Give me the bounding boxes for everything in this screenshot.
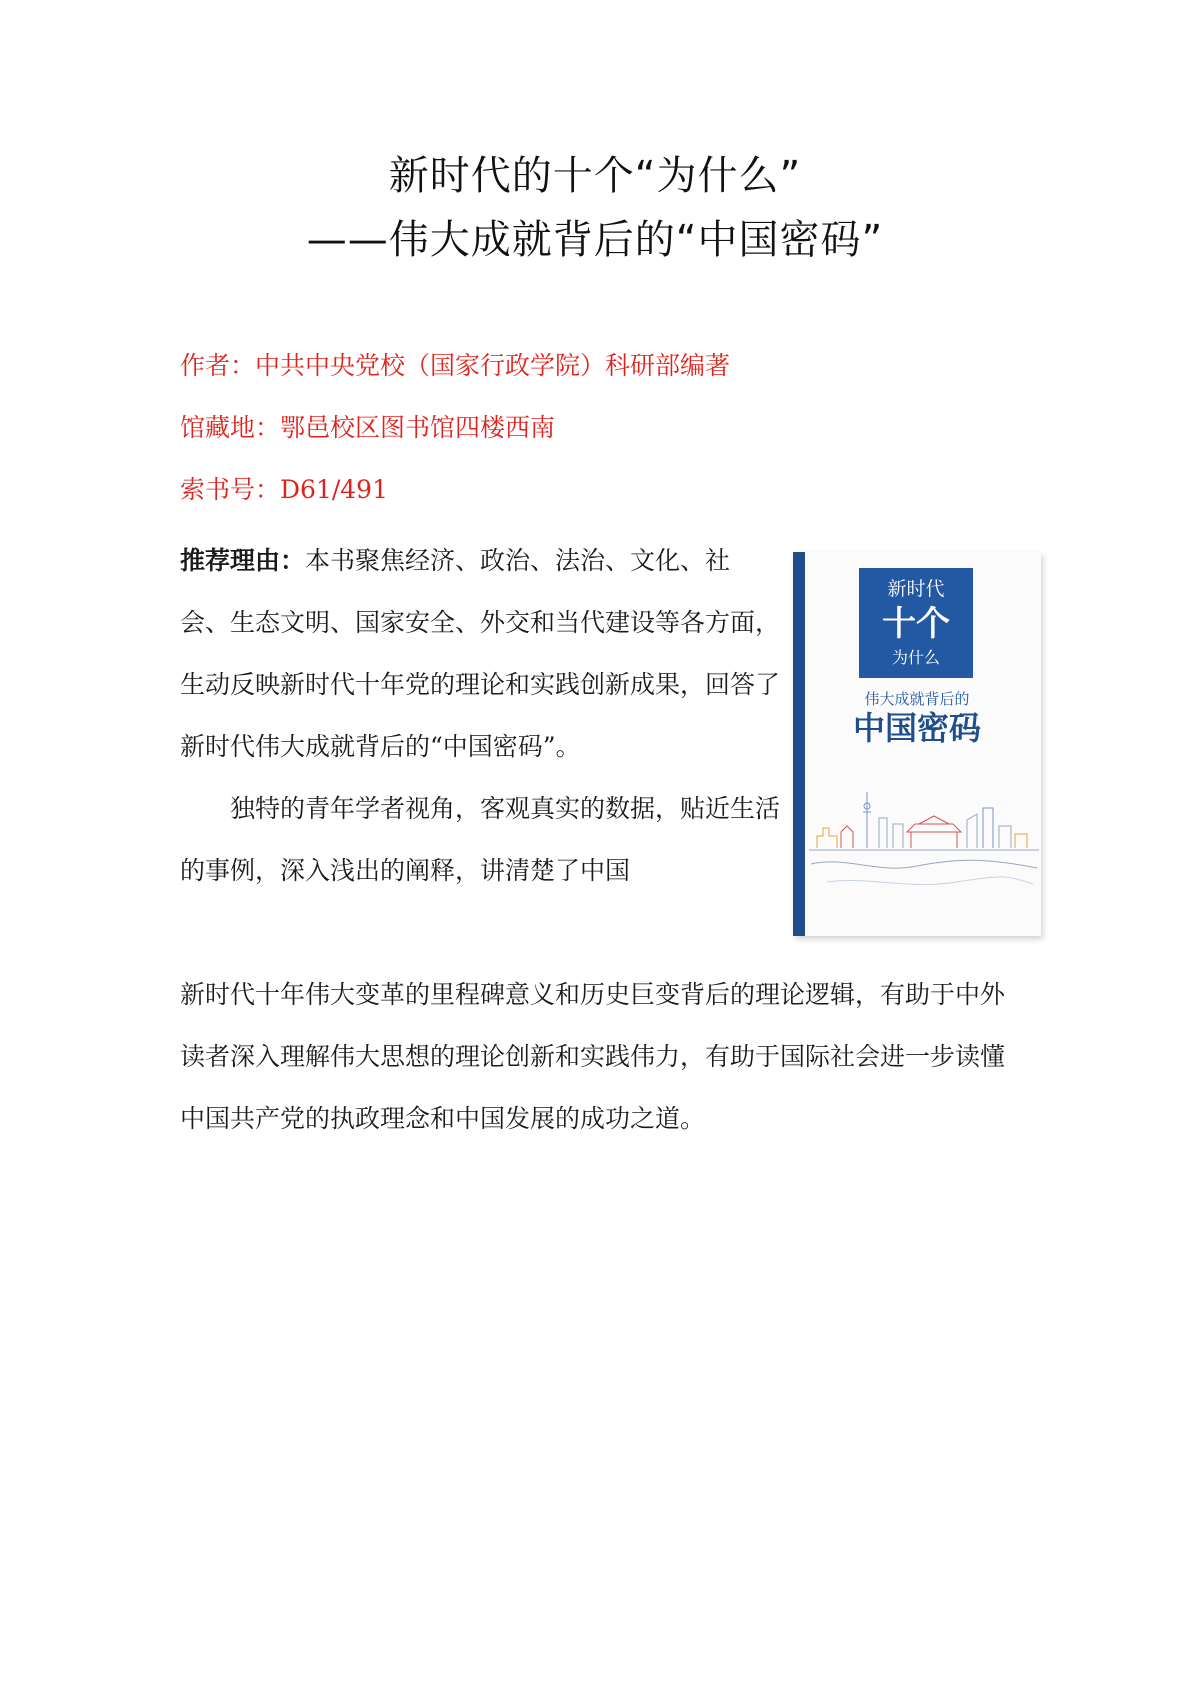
book-title-block	[859, 568, 973, 678]
recommendation-para1	[180, 530, 780, 778]
book-cover-line2: 十个	[882, 604, 950, 644]
book-cover-line1: 新时代	[887, 578, 945, 600]
recommendation-label: 推荐理由：	[180, 546, 306, 575]
book-cover-line3: 为什么	[891, 648, 940, 667]
skyline-illustration	[807, 778, 1041, 908]
recommendation-block	[180, 530, 780, 902]
book-cover-subtitle: 伟大成就背后的	[864, 690, 970, 708]
document-subtitle: ——伟大成就背后的“中国密码”	[306, 217, 884, 263]
location-line: 馆藏地：鄂邑校区图书馆四楼西南	[180, 413, 556, 442]
call-number-line: 索书号：D61/491	[180, 475, 388, 504]
recommendation-para2: 独特的青年学者视角，客观真实的数据，贴近生活的事例，深入浅出的阐释，讲清楚了中国	[180, 794, 781, 885]
author-line: 作者：中共中央党校（国家行政学院）科研部编著	[180, 351, 731, 380]
book-cover-image	[793, 552, 1041, 936]
recommendation-para3: 新时代十年伟大变革的里程碑意义和历史巨变背后的理论逻辑，有助于中外读者深入理解伟大思想的理论创新和实践伟力，有助于国际社会进一步读懂中国共产党的执政理念和中国发展的成功之道。	[180, 980, 1006, 1133]
recommendation-text1: 本书聚焦经济、政治、法治、文化、社会、生态文明、国家安全、外交和当代建设等各方面，生动反映新时代十年党的理论和实践创新成果，回答了新时代伟大成就背后的“中国密码”。	[180, 546, 781, 761]
document-title: 新时代的十个“为什么”	[388, 153, 802, 199]
book-cover-main-title: 中国密码	[852, 709, 981, 747]
